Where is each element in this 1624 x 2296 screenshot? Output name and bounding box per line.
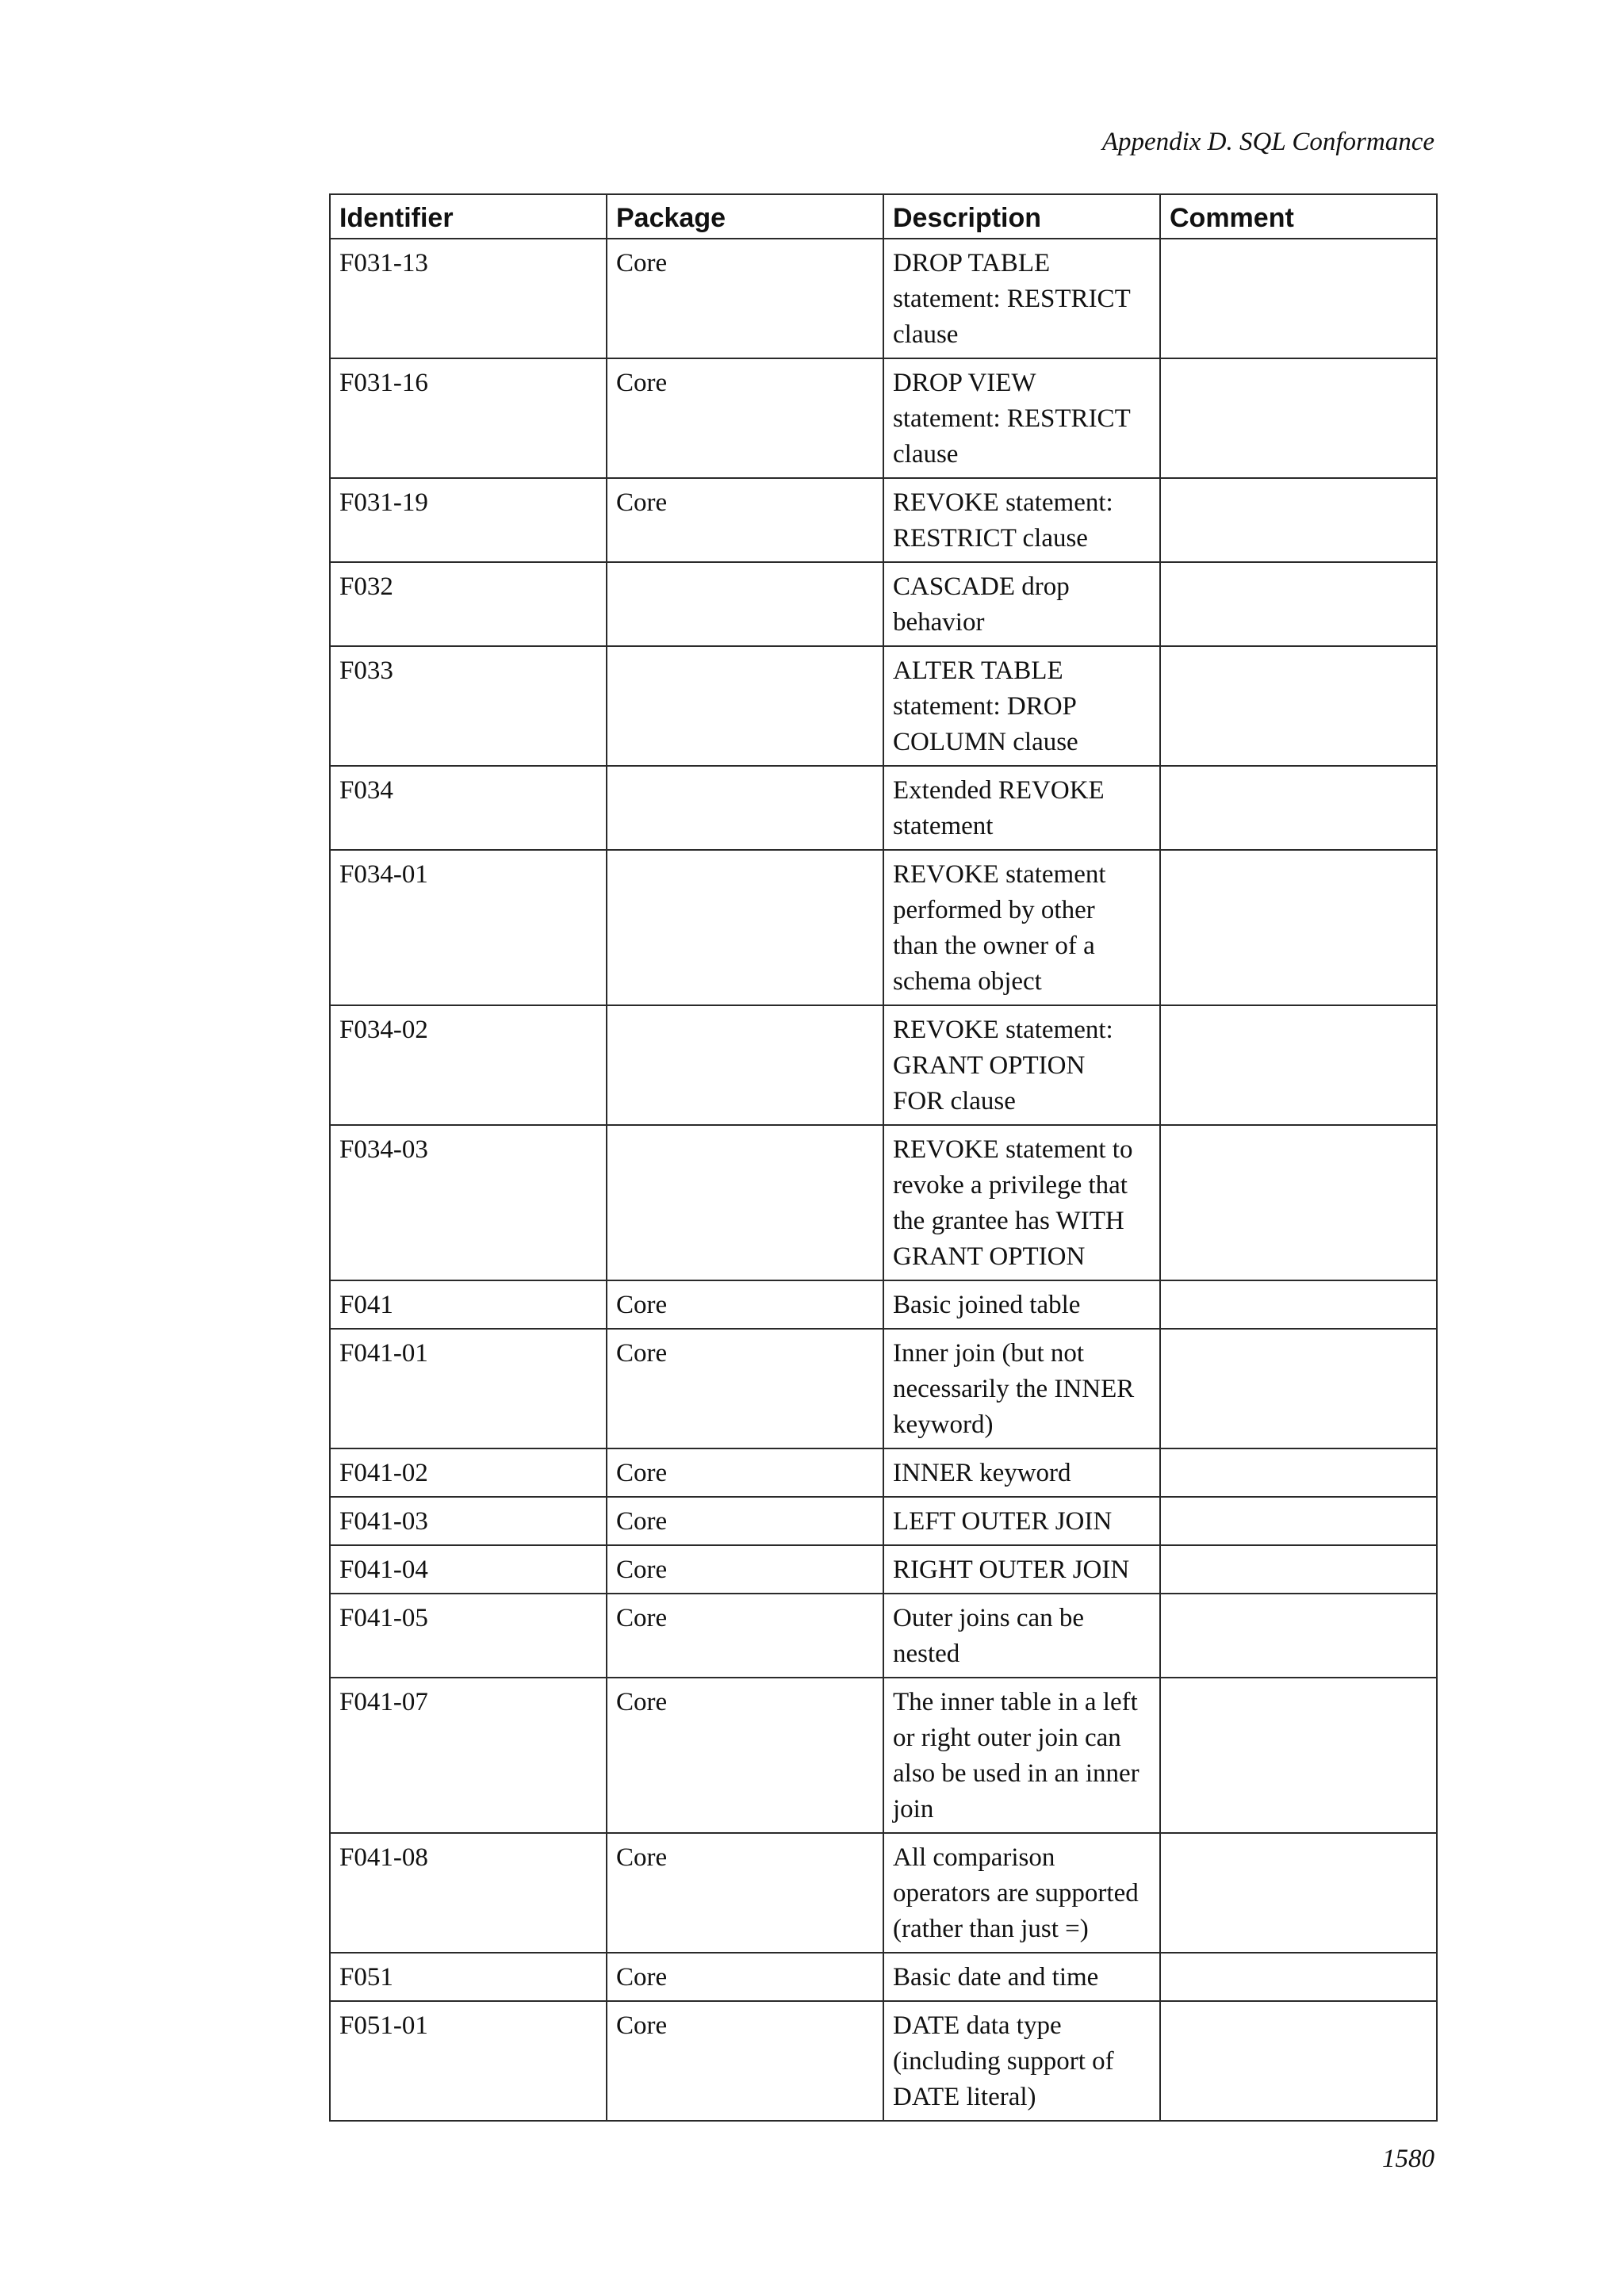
- table-header-row: [330, 194, 1437, 239]
- description-line: than the owner of a: [893, 932, 1095, 960]
- cell-identifier: F041-08: [330, 1833, 607, 1953]
- cell-identifier: F031-13: [330, 239, 607, 358]
- description-line: join: [893, 1795, 934, 1823]
- cell-description: [883, 1953, 1160, 2001]
- cell-comment: [1160, 562, 1437, 646]
- description-line: clause: [893, 440, 959, 469]
- table-row: [330, 1833, 1437, 1953]
- description-line: (including support of: [893, 2047, 1114, 2076]
- cell-comment: [1160, 1125, 1437, 1280]
- cell-description: [883, 1545, 1160, 1594]
- cell-package: Core: [607, 2001, 883, 2121]
- cell-comment: [1160, 1545, 1437, 1594]
- description-line: DATE literal): [893, 2083, 1036, 2111]
- cell-description: [883, 478, 1160, 562]
- cell-description: [883, 1497, 1160, 1545]
- cell-package: [607, 766, 883, 850]
- cell-comment: [1160, 1594, 1437, 1678]
- table-row: [330, 1448, 1437, 1497]
- cell-package: [607, 562, 883, 646]
- description-line: performed by other: [893, 896, 1095, 924]
- cell-description: [883, 1329, 1160, 1448]
- column-header-comment: Comment: [1160, 194, 1437, 239]
- cell-comment: [1160, 850, 1437, 1005]
- cell-identifier: F041-07: [330, 1678, 607, 1833]
- description-line: keyword): [893, 1410, 994, 1439]
- cell-identifier: F034-02: [330, 1005, 607, 1125]
- description-line: statement: RESTRICT: [893, 285, 1131, 313]
- cell-description: [883, 766, 1160, 850]
- cell-package: Core: [607, 1497, 883, 1545]
- cell-comment: [1160, 239, 1437, 358]
- description-line: DROP TABLE: [893, 249, 1051, 277]
- table-body: [330, 239, 1437, 2121]
- description-line: Basic date and time: [893, 1963, 1099, 1992]
- description-line: clause: [893, 320, 959, 349]
- cell-identifier: F031-19: [330, 478, 607, 562]
- cell-comment: [1160, 1005, 1437, 1125]
- description-line: RIGHT OUTER JOIN: [893, 1556, 1130, 1584]
- description-line: REVOKE statement to: [893, 1135, 1133, 1164]
- cell-description: [883, 1833, 1160, 1953]
- cell-description: [883, 358, 1160, 478]
- description-line: FOR clause: [893, 1087, 1016, 1115]
- cell-comment: [1160, 478, 1437, 562]
- description-line: the grantee has WITH: [893, 1207, 1124, 1235]
- cell-package: [607, 850, 883, 1005]
- description-line: behavior: [893, 608, 985, 637]
- cell-package: Core: [607, 239, 883, 358]
- description-line: operators are supported: [893, 1879, 1139, 1908]
- description-line: necessarily the INNER: [893, 1375, 1135, 1403]
- cell-identifier: F041: [330, 1280, 607, 1329]
- table-row: [330, 358, 1437, 478]
- cell-package: Core: [607, 1448, 883, 1497]
- cell-description: [883, 1005, 1160, 1125]
- table-row: [330, 239, 1437, 358]
- description-line: ALTER TABLE: [893, 656, 1063, 685]
- cell-identifier: F032: [330, 562, 607, 646]
- cell-description: [883, 1280, 1160, 1329]
- table-row: [330, 1678, 1437, 1833]
- description-line: schema object: [893, 967, 1042, 996]
- description-line: REVOKE statement: [893, 860, 1106, 889]
- column-header-description: Description: [883, 194, 1160, 239]
- cell-identifier: F041-04: [330, 1545, 607, 1594]
- cell-comment: [1160, 1280, 1437, 1329]
- description-line: Basic joined table: [893, 1291, 1081, 1319]
- table-row: [330, 646, 1437, 766]
- cell-comment: [1160, 766, 1437, 850]
- cell-comment: [1160, 1833, 1437, 1953]
- cell-comment: [1160, 1678, 1437, 1833]
- table-row: [330, 1329, 1437, 1448]
- description-line: RESTRICT clause: [893, 524, 1088, 553]
- cell-comment: [1160, 1329, 1437, 1448]
- description-line: All comparison: [893, 1843, 1055, 1872]
- cell-package: Core: [607, 478, 883, 562]
- cell-comment: [1160, 358, 1437, 478]
- cell-identifier: F034: [330, 766, 607, 850]
- description-line: REVOKE statement:: [893, 1016, 1113, 1044]
- description-line: revoke a privilege that: [893, 1171, 1128, 1200]
- cell-description: [883, 562, 1160, 646]
- table-row: [330, 1005, 1437, 1125]
- running-header: Appendix D. SQL Conformance: [1101, 128, 1434, 156]
- cell-identifier: F041-01: [330, 1329, 607, 1448]
- cell-package: Core: [607, 1545, 883, 1594]
- cell-package: Core: [607, 1833, 883, 1953]
- cell-comment: [1160, 646, 1437, 766]
- table-row: [330, 766, 1437, 850]
- description-line: also be used in an inner: [893, 1759, 1139, 1788]
- cell-description: [883, 850, 1160, 1005]
- cell-package: Core: [607, 1280, 883, 1329]
- description-line: statement: RESTRICT: [893, 404, 1131, 433]
- cell-package: Core: [607, 1678, 883, 1833]
- cell-identifier: F051: [330, 1953, 607, 2001]
- cell-description: [883, 1448, 1160, 1497]
- cell-description: [883, 2001, 1160, 2121]
- column-header-package: Package: [607, 194, 883, 239]
- cell-identifier: F034-01: [330, 850, 607, 1005]
- cell-package: [607, 646, 883, 766]
- cell-package: Core: [607, 358, 883, 478]
- description-line: Extended REVOKE: [893, 776, 1105, 805]
- description-line: DROP VIEW: [893, 369, 1036, 397]
- cell-identifier: F041-03: [330, 1497, 607, 1545]
- cell-description: [883, 646, 1160, 766]
- description-line: CASCADE drop: [893, 572, 1070, 601]
- cell-package: [607, 1005, 883, 1125]
- cell-package: [607, 1125, 883, 1280]
- cell-description: [883, 1125, 1160, 1280]
- table-row: [330, 1497, 1437, 1545]
- cell-comment: [1160, 1953, 1437, 2001]
- cell-comment: [1160, 1497, 1437, 1545]
- description-line: REVOKE statement:: [893, 488, 1113, 517]
- description-line: GRANT OPTION: [893, 1051, 1086, 1080]
- cell-comment: [1160, 2001, 1437, 2121]
- description-line: GRANT OPTION: [893, 1242, 1086, 1271]
- page-number: 1580: [1382, 2145, 1434, 2173]
- table-row: [330, 1953, 1437, 2001]
- description-line: INNER keyword: [893, 1459, 1071, 1487]
- cell-identifier: F033: [330, 646, 607, 766]
- description-line: COLUMN clause: [893, 728, 1078, 756]
- description-line: or right outer join can: [893, 1724, 1121, 1752]
- table-row: [330, 478, 1437, 562]
- description-line: Outer joins can be: [893, 1604, 1085, 1632]
- cell-package: Core: [607, 1953, 883, 2001]
- cell-identifier: F041-05: [330, 1594, 607, 1678]
- cell-identifier: F051-01: [330, 2001, 607, 2121]
- cell-description: [883, 239, 1160, 358]
- table-row: [330, 1594, 1437, 1678]
- description-line: statement: DROP: [893, 692, 1077, 721]
- cell-description: [883, 1678, 1160, 1833]
- table-row: [330, 1545, 1437, 1594]
- description-line: DATE data type: [893, 2011, 1062, 2040]
- table-row: [330, 562, 1437, 646]
- description-line: LEFT OUTER JOIN: [893, 1507, 1113, 1536]
- table-row: [330, 2001, 1437, 2121]
- description-line: nested: [893, 1640, 960, 1668]
- cell-package: Core: [607, 1329, 883, 1448]
- cell-package: Core: [607, 1594, 883, 1678]
- table-row: [330, 1125, 1437, 1280]
- column-header-identifier: Identifier: [330, 194, 607, 239]
- description-line: The inner table in a left: [893, 1688, 1138, 1716]
- cell-identifier: F031-16: [330, 358, 607, 478]
- sql-feature-table: [329, 193, 1438, 2122]
- cell-description: [883, 1594, 1160, 1678]
- cell-identifier: F034-03: [330, 1125, 607, 1280]
- description-line: statement: [893, 812, 994, 840]
- table-row: [330, 850, 1437, 1005]
- table-row: [330, 1280, 1437, 1329]
- description-line: Inner join (but not: [893, 1339, 1085, 1368]
- cell-identifier: F041-02: [330, 1448, 607, 1497]
- cell-comment: [1160, 1448, 1437, 1497]
- description-line: (rather than just =): [893, 1915, 1089, 1943]
